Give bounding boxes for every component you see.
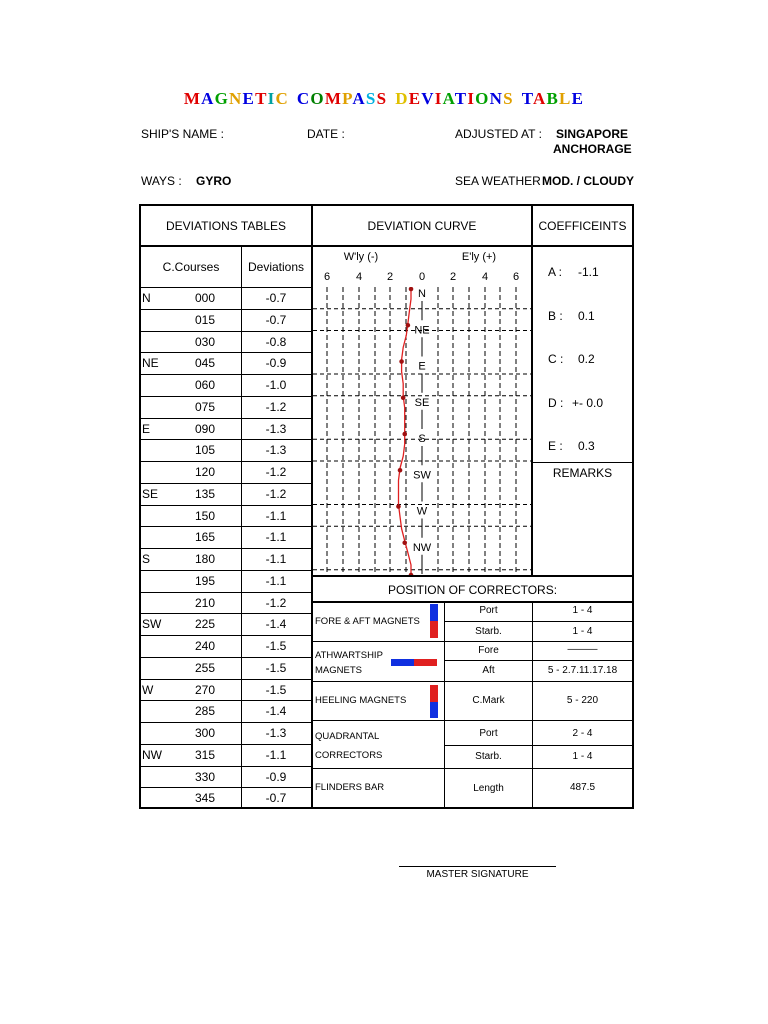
athwartship-fore-value: ——— [567,644,598,655]
athwartship-magnet-blue [391,659,414,666]
fore-aft-magnets-label: FORE & AFT MAGNETS [315,616,420,627]
curve-point [399,359,404,364]
coefficient-label: E : [548,439,563,453]
course-cell: 285 [194,704,216,719]
curve-point [401,395,406,400]
athwartship-fore-label: Fore [478,645,499,656]
athwartship-label-1: ATHWARTSHIP [315,650,383,661]
curve-point [402,432,407,437]
flinders-bar-label: FLINDERS BAR [315,782,385,793]
fore-aft-starb-value: 1 - 4 [572,626,593,637]
heeling-magnets-label: HEELING MAGNETS [315,695,407,706]
page-title [0,89,768,109]
quadrantal-starb-value: 1 - 4 [572,751,593,762]
course-cell: 225 [194,617,216,632]
scale-tick-label: 2 [386,271,394,283]
col-header-courses: C.Courses [162,260,220,274]
curve-compass-label: NW [412,541,432,554]
fore-aft-port-value: 1 - 4 [572,605,593,616]
course-cell: 255 [194,660,216,675]
course-cell: 105 [194,443,216,458]
coefficient-value: +- 0.0 [572,396,604,410]
curve-point [398,468,403,473]
curve-point [409,287,414,291]
deviation-cell: -1.2 [265,465,287,479]
course-cell: 300 [194,726,216,740]
deviation-cell: -1.5 [265,639,287,653]
course-cell: 165 [194,530,216,545]
coefficient-label: D : [548,396,564,410]
curve-compass-label: W [416,505,428,518]
deviation-cell: -1.2 [265,486,287,501]
course-cell: 030 [194,334,216,349]
flinders-length-label: Length [473,783,504,794]
title-word-2: DEVIATIONS [395,89,514,108]
athwartship-label-2: MAGNETS [315,665,362,676]
deviation-cell: -1.0 [265,378,287,392]
col-header-deviations: Deviations [247,260,305,274]
compass-point-cell: SE [142,486,159,501]
easterly-label: E'ly (+) [461,251,497,263]
scale-tick-label: 4 [481,271,489,283]
athwartship-aft-label: Aft [482,665,495,676]
athwartship-aft-value: 5 - 2.7.11.17.18 [547,665,618,676]
quadrantal-label-2: CORRECTORS [315,750,383,761]
quadrantal-starb-label: Starb. [475,751,502,762]
coefficient-value: 0.3 [578,439,595,453]
deviation-cell: -1.1 [265,552,287,566]
deviation-cell: -1.1 [265,530,287,545]
deviation-cell: -1.3 [265,726,287,740]
fore-aft-starb-label: Starb. [475,626,502,637]
correctors-title: POSITION OF CORRECTORS: [387,583,558,597]
course-cell: 210 [194,595,216,610]
heeling-magnet-red [430,685,438,702]
curve-compass-label: S [418,433,426,445]
deviation-cell: -1.1 [265,747,287,762]
curve-compass-label: SE [414,396,430,409]
deviation-cell: -0.7 [265,312,287,327]
compass-point-cell: NE [142,356,159,371]
compass-point-cell: E [142,421,151,436]
adjusted-at-value-2: ANCHORAGE [553,142,632,156]
coefficient-value: 0.2 [578,352,595,366]
deviations-tables-title: DEVIATIONS TABLES [165,219,287,233]
course-cell: 345 [194,791,216,806]
curve-compass-label: SW [413,469,431,482]
title-word-1: COMPASS [296,89,388,108]
deviation-cell: -1.5 [265,660,287,675]
heeling-cmark-label: C.Mark [472,695,505,706]
quadrantal-port-label: Port [479,728,498,739]
ways-label: WAYS : [141,174,182,188]
ships-name-label: SHIP'S NAME : [141,127,224,141]
course-cell: 240 [194,639,216,653]
compass-point-cell: S [142,552,151,566]
coefficients-title: COEFFICEINTS [538,219,627,233]
deviation-cell: -1.1 [265,508,287,523]
deviation-cell: -1.2 [265,399,287,414]
deviation-curve-title: DEVIATION CURVE [367,219,477,233]
compass-point-cell: W [142,682,154,697]
fore-aft-port-label: Port [479,605,498,616]
coefficient-label: A : [548,265,563,279]
deviation-cell: -1.1 [265,573,287,588]
coefficient-value: -1.1 [578,265,599,279]
course-cell: 195 [194,573,216,588]
course-cell: 135 [194,486,216,501]
curve-point [396,504,401,509]
fore-aft-magnet-red [430,621,438,638]
coefficient-label: C : [548,352,564,366]
quadrantal-port-value: 2 - 4 [572,728,593,739]
deviation-cell: -0.8 [265,334,287,349]
deviation-cell: -1.3 [265,443,287,458]
fore-aft-magnet-blue [430,604,438,621]
deviation-cell: -0.7 [265,791,287,806]
coefficient-label: B : [548,309,563,323]
flinders-length-value: 487.5 [569,782,596,793]
master-signature-label: MASTER SIGNATURE [426,869,529,880]
deviation-cell: -1.3 [265,421,287,436]
deviation-cell: -0.7 [265,291,287,305]
curve-point [406,323,411,328]
scale-tick-label: 6 [512,271,520,283]
adjusted-at-value-1: SINGAPORE [556,127,629,141]
course-cell: 090 [194,421,216,436]
deviation-cell: -1.4 [265,704,287,719]
heeling-magnet-blue [430,702,438,718]
curve-compass-label: N [418,288,426,300]
course-cell: 315 [194,747,216,762]
signature-line [399,866,556,867]
deviation-cell: -0.9 [265,769,287,784]
course-cell: 180 [194,552,216,566]
date-label: DATE : [307,127,345,141]
course-cell: 060 [194,378,216,392]
compass-point-cell: SW [142,617,162,632]
deviation-cell: -1.4 [265,617,287,632]
deviation-curve-plot [313,287,531,577]
course-cell: 045 [194,356,216,371]
course-cell: 150 [194,508,216,523]
scale-tick-label: 2 [449,271,457,283]
quadrantal-label-1: QUADRANTAL [315,731,380,742]
compass-point-cell: NW [142,747,162,762]
course-cell: 270 [194,682,216,697]
sea-weather-label: SEA WEATHER [455,174,541,188]
compass-point-cell: N [142,291,151,305]
scale-tick-label: 4 [355,271,363,283]
adjusted-at-label: ADJUSTED AT : [455,127,542,141]
ways-value: GYRO [196,174,232,188]
scale-tick-label: 6 [323,271,331,283]
course-cell: 330 [194,769,216,784]
heeling-cmark-value: 5 - 220 [566,695,599,706]
westerly-label: W'ly (-) [343,251,379,263]
course-cell: 075 [194,399,216,414]
sea-weather-value: MOD. / CLOUDY [542,174,634,188]
title-word-3: TABLE [521,89,585,108]
coefficient-value: 0.1 [578,309,595,323]
deviation-cell: -0.9 [265,356,287,371]
curve-compass-label: E [418,360,426,373]
course-cell: 120 [194,465,216,479]
course-cell: 000 [194,291,216,305]
remarks-label: REMARKS [552,466,613,480]
scale-tick-label: 0 [418,271,426,283]
course-cell: 015 [194,312,216,327]
curve-compass-label: NE [414,324,430,337]
deviation-cell: -1.5 [265,682,287,697]
curve-point [402,540,407,545]
athwartship-magnet-red [414,659,437,666]
title-word-0: MAGNETIC [183,89,289,108]
deviation-cell: -1.2 [265,595,287,610]
